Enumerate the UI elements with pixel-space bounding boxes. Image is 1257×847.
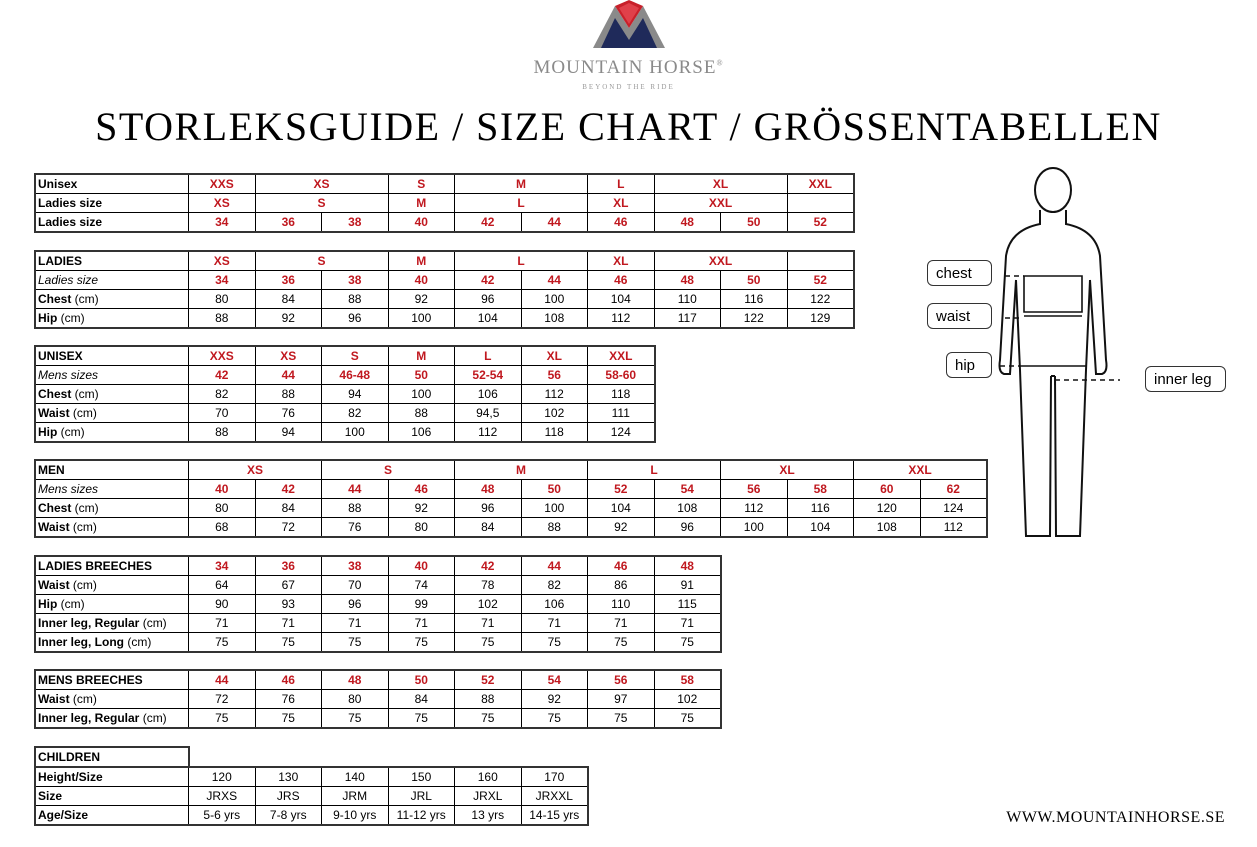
size-header: 48 xyxy=(654,557,721,576)
size-cell: 44 xyxy=(521,213,588,232)
value-cell: 71 xyxy=(322,614,389,633)
value-cell: 71 xyxy=(255,614,322,633)
size-header: XL xyxy=(588,252,655,271)
value-cell: 88 xyxy=(521,518,588,537)
size-cell: 38 xyxy=(322,213,389,232)
ladies-breeches-table xyxy=(35,556,721,652)
value-cell: 36 xyxy=(255,271,322,290)
value-cell: 118 xyxy=(521,423,588,442)
size-header: XS xyxy=(255,347,322,366)
value-cell: 170 xyxy=(521,768,588,787)
value-cell: 120 xyxy=(854,499,921,518)
size-header: S xyxy=(255,252,388,271)
row-label: Mens sizes xyxy=(36,366,189,385)
size-header: 44 xyxy=(189,671,256,690)
size-cell: 34 xyxy=(189,213,256,232)
value-cell: 75 xyxy=(322,633,389,652)
value-cell: 75 xyxy=(521,709,588,728)
value-cell: 75 xyxy=(388,709,455,728)
row-label: Waist (cm) xyxy=(36,576,189,595)
table-row xyxy=(36,499,987,518)
value-cell: JRL xyxy=(388,787,455,806)
value-cell: 96 xyxy=(322,595,389,614)
value-cell: JRXXL xyxy=(521,787,588,806)
value-cell: 75 xyxy=(455,633,522,652)
table-row xyxy=(36,690,721,709)
row-label: Height/Size xyxy=(36,768,189,787)
size-header: 46 xyxy=(255,671,322,690)
value-cell: 76 xyxy=(322,518,389,537)
size-cell: S xyxy=(388,175,455,194)
row-label: Hip (cm) xyxy=(36,595,189,614)
table-row xyxy=(36,366,655,385)
size-header: XXS xyxy=(189,347,256,366)
value-cell: 104 xyxy=(455,309,522,328)
row-label: Ladies size xyxy=(36,194,189,213)
value-cell: JRM xyxy=(322,787,389,806)
size-header: XS xyxy=(189,252,256,271)
size-header: XL xyxy=(521,347,588,366)
value-cell: 86 xyxy=(588,576,655,595)
row-label: Hip (cm) xyxy=(36,423,189,442)
value-cell: 75 xyxy=(322,709,389,728)
value-cell: 130 xyxy=(255,768,322,787)
value-cell: 124 xyxy=(588,423,655,442)
value-cell: 44 xyxy=(255,366,322,385)
table-row xyxy=(36,768,588,787)
value-cell: 44 xyxy=(322,480,389,499)
table-header-row xyxy=(36,461,987,480)
size-cell: L xyxy=(455,194,588,213)
value-cell: 7-8 yrs xyxy=(255,806,322,825)
size-header: M xyxy=(455,461,588,480)
table-row xyxy=(36,614,721,633)
value-cell: 129 xyxy=(787,309,854,328)
value-cell: 120 xyxy=(189,768,256,787)
value-cell: 64 xyxy=(189,576,256,595)
size-header: 54 xyxy=(521,671,588,690)
size-header: 58 xyxy=(654,671,721,690)
value-cell: 88 xyxy=(322,499,389,518)
value-cell: 84 xyxy=(388,690,455,709)
value-cell: 82 xyxy=(521,576,588,595)
row-label: Chest (cm) xyxy=(36,290,189,309)
mountain-logo-icon xyxy=(591,0,667,52)
row-label: Inner leg, Regular (cm) xyxy=(36,709,189,728)
row-label: Unisex xyxy=(36,175,189,194)
table-row xyxy=(36,385,655,404)
value-cell: 94,5 xyxy=(455,404,522,423)
table-row xyxy=(36,576,721,595)
value-cell: 102 xyxy=(521,404,588,423)
value-cell: 71 xyxy=(189,614,256,633)
value-cell: 46 xyxy=(588,271,655,290)
value-cell: 106 xyxy=(521,595,588,614)
value-cell: 76 xyxy=(255,690,322,709)
value-cell: 88 xyxy=(455,690,522,709)
table-row xyxy=(36,806,588,825)
value-cell: 9-10 yrs xyxy=(322,806,389,825)
unisex-table xyxy=(35,346,655,442)
value-cell: 58-60 xyxy=(588,366,655,385)
value-cell: 118 xyxy=(588,385,655,404)
row-label: Inner leg, Regular (cm) xyxy=(36,614,189,633)
table-row xyxy=(36,518,987,537)
brand-name: MOUNTAIN HORSE® xyxy=(533,57,724,78)
value-cell: 94 xyxy=(322,385,389,404)
table-header-row xyxy=(36,671,721,690)
size-cell xyxy=(787,194,854,213)
value-cell: 5-6 yrs xyxy=(189,806,256,825)
size-cell: XL xyxy=(654,175,787,194)
value-cell: 108 xyxy=(654,499,721,518)
row-label: Waist (cm) xyxy=(36,690,189,709)
row-label: Waist (cm) xyxy=(36,518,189,537)
value-cell: 116 xyxy=(721,290,788,309)
value-cell: 56 xyxy=(521,366,588,385)
value-cell: 90 xyxy=(189,595,256,614)
size-cell: 52 xyxy=(787,213,854,232)
row-label: Chest (cm) xyxy=(36,385,189,404)
value-cell: 88 xyxy=(322,290,389,309)
value-cell: 112 xyxy=(721,499,788,518)
value-cell: JRXL xyxy=(455,787,522,806)
size-cell: XS xyxy=(189,194,256,213)
size-header: 56 xyxy=(588,671,655,690)
value-cell: 91 xyxy=(654,576,721,595)
table-row xyxy=(36,633,721,652)
chest-label: chest xyxy=(927,260,992,286)
table-row xyxy=(36,480,987,499)
value-cell: 40 xyxy=(388,271,455,290)
value-cell: 80 xyxy=(189,290,256,309)
men-table xyxy=(35,460,987,537)
table-row xyxy=(36,709,721,728)
value-cell: 48 xyxy=(455,480,522,499)
value-cell: 71 xyxy=(521,614,588,633)
value-cell: 112 xyxy=(920,518,987,537)
value-cell: 75 xyxy=(255,633,322,652)
value-cell: 112 xyxy=(521,385,588,404)
table-row xyxy=(36,290,854,309)
size-header: 50 xyxy=(388,671,455,690)
size-header: 38 xyxy=(322,557,389,576)
table-row xyxy=(36,423,655,442)
mens-breeches-table xyxy=(35,670,721,728)
value-cell: 84 xyxy=(255,290,322,309)
size-header: XS xyxy=(189,461,322,480)
value-cell: 84 xyxy=(255,499,322,518)
value-cell: 75 xyxy=(588,709,655,728)
value-cell: 75 xyxy=(189,709,256,728)
value-cell: 71 xyxy=(588,614,655,633)
value-cell: 124 xyxy=(920,499,987,518)
value-cell: 50 xyxy=(521,480,588,499)
size-header: S xyxy=(322,461,455,480)
size-cell: XS xyxy=(255,175,388,194)
row-label: Hip (cm) xyxy=(36,309,189,328)
table-header-row xyxy=(36,748,189,767)
size-header xyxy=(787,252,854,271)
value-cell: 150 xyxy=(388,768,455,787)
size-header: XXL xyxy=(588,347,655,366)
value-cell: 80 xyxy=(388,518,455,537)
children-title xyxy=(35,747,189,767)
table-row xyxy=(36,194,854,213)
value-cell: 52 xyxy=(787,271,854,290)
value-cell: 54 xyxy=(654,480,721,499)
row-label: Ladies size xyxy=(36,213,189,232)
value-cell: 40 xyxy=(189,480,256,499)
value-cell: 102 xyxy=(654,690,721,709)
size-header: S xyxy=(322,347,389,366)
value-cell: 100 xyxy=(388,309,455,328)
row-label: Waist (cm) xyxy=(36,404,189,423)
row-label: UNISEX xyxy=(36,347,189,366)
website-url: WWW.MOUNTAINHORSE.SE xyxy=(1006,809,1225,826)
value-cell: 71 xyxy=(455,614,522,633)
value-cell: 46-48 xyxy=(322,366,389,385)
value-cell: 75 xyxy=(455,709,522,728)
size-cell: L xyxy=(588,175,655,194)
value-cell: 60 xyxy=(854,480,921,499)
value-cell: 100 xyxy=(521,499,588,518)
table-row xyxy=(36,175,854,194)
value-cell: 11-12 yrs xyxy=(388,806,455,825)
table-row xyxy=(36,404,655,423)
table-row xyxy=(36,309,854,328)
value-cell: 117 xyxy=(654,309,721,328)
row-label: Chest (cm) xyxy=(36,499,189,518)
value-cell: JRS xyxy=(255,787,322,806)
value-cell: 67 xyxy=(255,576,322,595)
value-cell: 50 xyxy=(721,271,788,290)
size-header: L xyxy=(455,252,588,271)
value-cell: 97 xyxy=(588,690,655,709)
row-label: Ladies size xyxy=(36,271,189,290)
value-cell: 92 xyxy=(388,499,455,518)
value-cell: 71 xyxy=(388,614,455,633)
value-cell: 52-54 xyxy=(455,366,522,385)
size-cell: M xyxy=(388,194,455,213)
table-row xyxy=(36,595,721,614)
value-cell: 80 xyxy=(322,690,389,709)
size-cell: 40 xyxy=(388,213,455,232)
value-cell: 88 xyxy=(189,423,256,442)
size-cell: XL xyxy=(588,194,655,213)
value-cell: 75 xyxy=(521,633,588,652)
value-cell: 75 xyxy=(189,633,256,652)
value-cell: 76 xyxy=(255,404,322,423)
size-header: 36 xyxy=(255,557,322,576)
value-cell: 58 xyxy=(787,480,854,499)
size-cell: 48 xyxy=(654,213,721,232)
row-label: LADIES BREECHES xyxy=(36,557,189,576)
table-row xyxy=(36,787,588,806)
value-cell: 38 xyxy=(322,271,389,290)
value-cell: 94 xyxy=(255,423,322,442)
value-cell: 82 xyxy=(322,404,389,423)
value-cell: 46 xyxy=(388,480,455,499)
value-cell: 52 xyxy=(588,480,655,499)
value-cell: 99 xyxy=(388,595,455,614)
size-header: L xyxy=(588,461,721,480)
value-cell: 80 xyxy=(189,499,256,518)
size-header: 42 xyxy=(455,557,522,576)
value-cell: 92 xyxy=(521,690,588,709)
size-header: L xyxy=(455,347,522,366)
size-cell: 46 xyxy=(588,213,655,232)
size-header: 46 xyxy=(588,557,655,576)
value-cell: 93 xyxy=(255,595,322,614)
value-cell: 88 xyxy=(189,309,256,328)
value-cell: 100 xyxy=(322,423,389,442)
table-header-row xyxy=(36,557,721,576)
size-header: 44 xyxy=(521,557,588,576)
row-label: CHILDREN xyxy=(36,748,189,767)
value-cell: 122 xyxy=(721,309,788,328)
hip-label: hip xyxy=(946,352,992,378)
value-cell: 48 xyxy=(654,271,721,290)
body-figure-icon xyxy=(900,160,1120,540)
value-cell: 92 xyxy=(255,309,322,328)
value-cell: 108 xyxy=(521,309,588,328)
value-cell: 88 xyxy=(388,404,455,423)
ladies-table xyxy=(35,251,854,328)
size-conversion-table xyxy=(35,174,854,232)
value-cell: 84 xyxy=(455,518,522,537)
value-cell: 111 xyxy=(588,404,655,423)
table-row xyxy=(36,213,854,232)
value-cell: 96 xyxy=(455,290,522,309)
inner-leg-label: inner leg xyxy=(1145,366,1226,392)
value-cell: 42 xyxy=(455,271,522,290)
value-cell: 78 xyxy=(455,576,522,595)
value-cell: 100 xyxy=(388,385,455,404)
value-cell: 104 xyxy=(588,499,655,518)
value-cell: 140 xyxy=(322,768,389,787)
value-cell: 100 xyxy=(721,518,788,537)
value-cell: 71 xyxy=(654,614,721,633)
value-cell: 88 xyxy=(255,385,322,404)
size-header: 40 xyxy=(388,557,455,576)
value-cell: 70 xyxy=(189,404,256,423)
size-cell: 50 xyxy=(721,213,788,232)
size-cell: S xyxy=(255,194,388,213)
value-cell: 34 xyxy=(189,271,256,290)
table-row xyxy=(36,271,854,290)
value-cell: 92 xyxy=(588,518,655,537)
waist-label: waist xyxy=(927,303,992,329)
value-cell: 75 xyxy=(388,633,455,652)
value-cell: 75 xyxy=(654,709,721,728)
row-label: Age/Size xyxy=(36,806,189,825)
size-header: M xyxy=(388,252,455,271)
table-header-row xyxy=(36,347,655,366)
size-header: XXL xyxy=(854,461,987,480)
value-cell: 75 xyxy=(588,633,655,652)
row-label: MEN xyxy=(36,461,189,480)
value-cell: 104 xyxy=(588,290,655,309)
value-cell: 112 xyxy=(455,423,522,442)
brand-tagline: BEYOND THE RIDE xyxy=(582,83,675,91)
value-cell: 106 xyxy=(388,423,455,442)
size-header: 34 xyxy=(189,557,256,576)
value-cell: 44 xyxy=(521,271,588,290)
size-header: XXL xyxy=(654,252,787,271)
value-cell: 110 xyxy=(588,595,655,614)
value-cell: 14-15 yrs xyxy=(521,806,588,825)
value-cell: 92 xyxy=(388,290,455,309)
size-cell: XXL xyxy=(654,194,787,213)
value-cell: 68 xyxy=(189,518,256,537)
value-cell: 108 xyxy=(854,518,921,537)
row-label: Size xyxy=(36,787,189,806)
size-cell: 36 xyxy=(255,213,322,232)
value-cell: 110 xyxy=(654,290,721,309)
value-cell: 72 xyxy=(255,518,322,537)
value-cell: 42 xyxy=(189,366,256,385)
size-header: XL xyxy=(721,461,854,480)
page-title: STORLEKSGUIDE / SIZE CHART / GRÖSSENTABELLEN xyxy=(95,104,1162,149)
value-cell: 96 xyxy=(455,499,522,518)
value-cell: JRXS xyxy=(189,787,256,806)
value-cell: 70 xyxy=(322,576,389,595)
row-label: Mens sizes xyxy=(36,480,189,499)
value-cell: 75 xyxy=(255,709,322,728)
value-cell: 72 xyxy=(189,690,256,709)
value-cell: 42 xyxy=(255,480,322,499)
value-cell: 75 xyxy=(654,633,721,652)
value-cell: 74 xyxy=(388,576,455,595)
value-cell: 106 xyxy=(455,385,522,404)
value-cell: 112 xyxy=(588,309,655,328)
value-cell: 13 yrs xyxy=(455,806,522,825)
value-cell: 115 xyxy=(654,595,721,614)
value-cell: 100 xyxy=(521,290,588,309)
size-header: 52 xyxy=(455,671,522,690)
table-header-row xyxy=(36,252,854,271)
value-cell: 50 xyxy=(388,366,455,385)
children-table xyxy=(35,767,588,825)
row-label: MENS BREECHES xyxy=(36,671,189,690)
value-cell: 122 xyxy=(787,290,854,309)
size-cell: XXL xyxy=(787,175,854,194)
size-header: 48 xyxy=(322,671,389,690)
size-header: M xyxy=(388,347,455,366)
value-cell: 160 xyxy=(455,768,522,787)
value-cell: 96 xyxy=(654,518,721,537)
value-cell: 104 xyxy=(787,518,854,537)
size-cell: XXS xyxy=(189,175,256,194)
value-cell: 116 xyxy=(787,499,854,518)
size-cell: M xyxy=(455,175,588,194)
value-cell: 96 xyxy=(322,309,389,328)
value-cell: 82 xyxy=(189,385,256,404)
size-cell: 42 xyxy=(455,213,522,232)
value-cell: 102 xyxy=(455,595,522,614)
value-cell: 62 xyxy=(920,480,987,499)
row-label: Inner leg, Long (cm) xyxy=(36,633,189,652)
row-label: LADIES xyxy=(36,252,189,271)
value-cell: 56 xyxy=(721,480,788,499)
